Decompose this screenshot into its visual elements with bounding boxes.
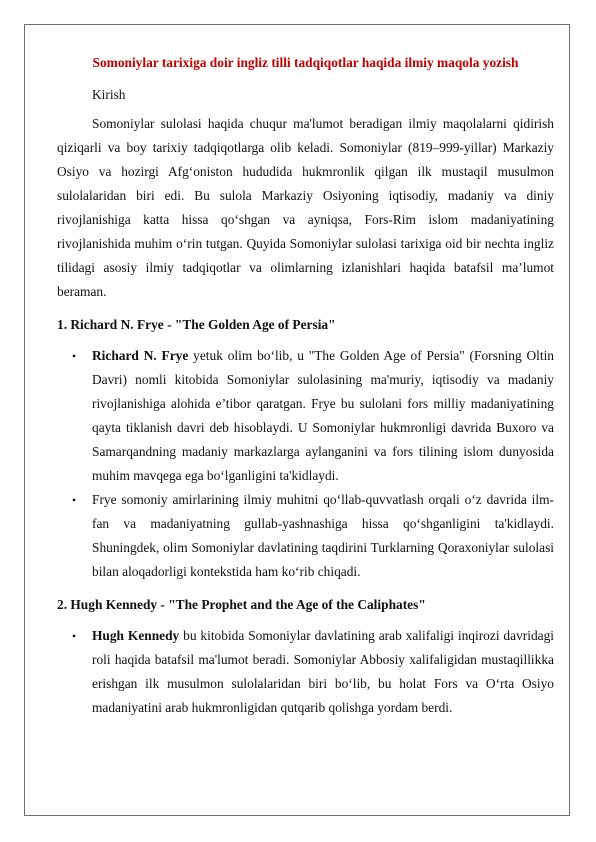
document-title: Somoniylar tarixiga doir ingliz tilli tadqiqotlar haqida ilmiy maqola yozish	[92, 55, 519, 70]
document-body	[57, 54, 554, 720]
author-name: Richard N. Frye	[92, 348, 189, 363]
list-item	[57, 624, 554, 720]
intro-paragraph: Somoniylar sulolasi haqida chuqur ma'lumot beradigan ilmiy maqolalarni qidirish qiziqarli va boy tarixiy tadqiqotlarga olib keladi. Somoniylar (819–999-yillar) Markaziy Osiyo va hozirgi Afg‘oniston hududida hukmronlik qilgan ilk mustaqil musulmon sulolalaridan biri edi. Bu sulola Markaziy Osiyoning iqtisodiy, madaniy va diniy rivojlanishiga katta hissa qo‘shgan va ayniqsa, Fors-Rim islom madaniyatining rivojlanishida muhim o‘rin tutgan. Quyida Somoniylar sulolasi tarixiga oid bir nechta ingliz tilidagi asosiy ilmiy tadqiqotlar va olimlarning izlanishlari haqida batafsil ma’lumot beraman.	[57, 116, 554, 299]
list-item	[57, 488, 554, 584]
bullet-icon: •	[72, 493, 77, 507]
section-heading-1: 1. Richard N. Frye - "The Golden Age of Persia"	[57, 317, 336, 332]
list-item-text: Frye somoniy amirlarining ilmiy muhitni qo‘llab-quvvatlash orqali o‘z davrida ilm-fan va madaniyatning gullab-yashnashiga hissa qo‘shganligini ta'kidlaydi. Shuningdek, olim Somoniylar davlatining taqdirini Turklarning Qoraxoniylar sulolasi bilan aloqadorligi kontekstida ham ko‘rib chiqadi.	[92, 492, 554, 579]
author-name: Hugh Kennedy	[92, 628, 180, 643]
section-1-list	[57, 344, 554, 584]
list-item	[57, 344, 554, 488]
intro-heading: Kirish	[92, 87, 126, 102]
bullet-icon: •	[72, 349, 77, 363]
section-heading-2: 2. Hugh Kennedy - "The Prophet and the Age of the Caliphates"	[57, 597, 426, 612]
list-item-text: bu kitobida Somoniylar davlatining arab xalifaligi inqirozi davridagi roli haqida batafsil ma'lumot beradi. Somoniylar Abbosiy xalifaligidan mustaqillikka erishgan ilk musulmon sulolalaridan biri bo‘lib, bu holat Fors va O‘rta Osiyo madaniyatini arab hukmronligidan qutqarib qolishga yordam berdi.	[92, 628, 554, 715]
section-2-list	[57, 624, 554, 720]
bullet-icon: •	[72, 629, 77, 643]
list-item-text: yetuk olim bo‘lib, u "The Golden Age of Persia" (Forsning Oltin Davri) nomli kitobida Somoniylar sulolasining ma'muriy, iqtisodiy va madaniy rivojlanishiga alohida e’tibor qaratgan. Frye bu sulolani fors milliy madaniyatining qayta tiklanish davri deb hisoblaydi. U Somoniylar hukmronligi davrida Buxoro va Samarqandning madaniy markazlarga aylanganini va fors tilining islom dunyosida muhim mavqega ega bo‘lganligini ta'kidlaydi.	[92, 348, 554, 483]
